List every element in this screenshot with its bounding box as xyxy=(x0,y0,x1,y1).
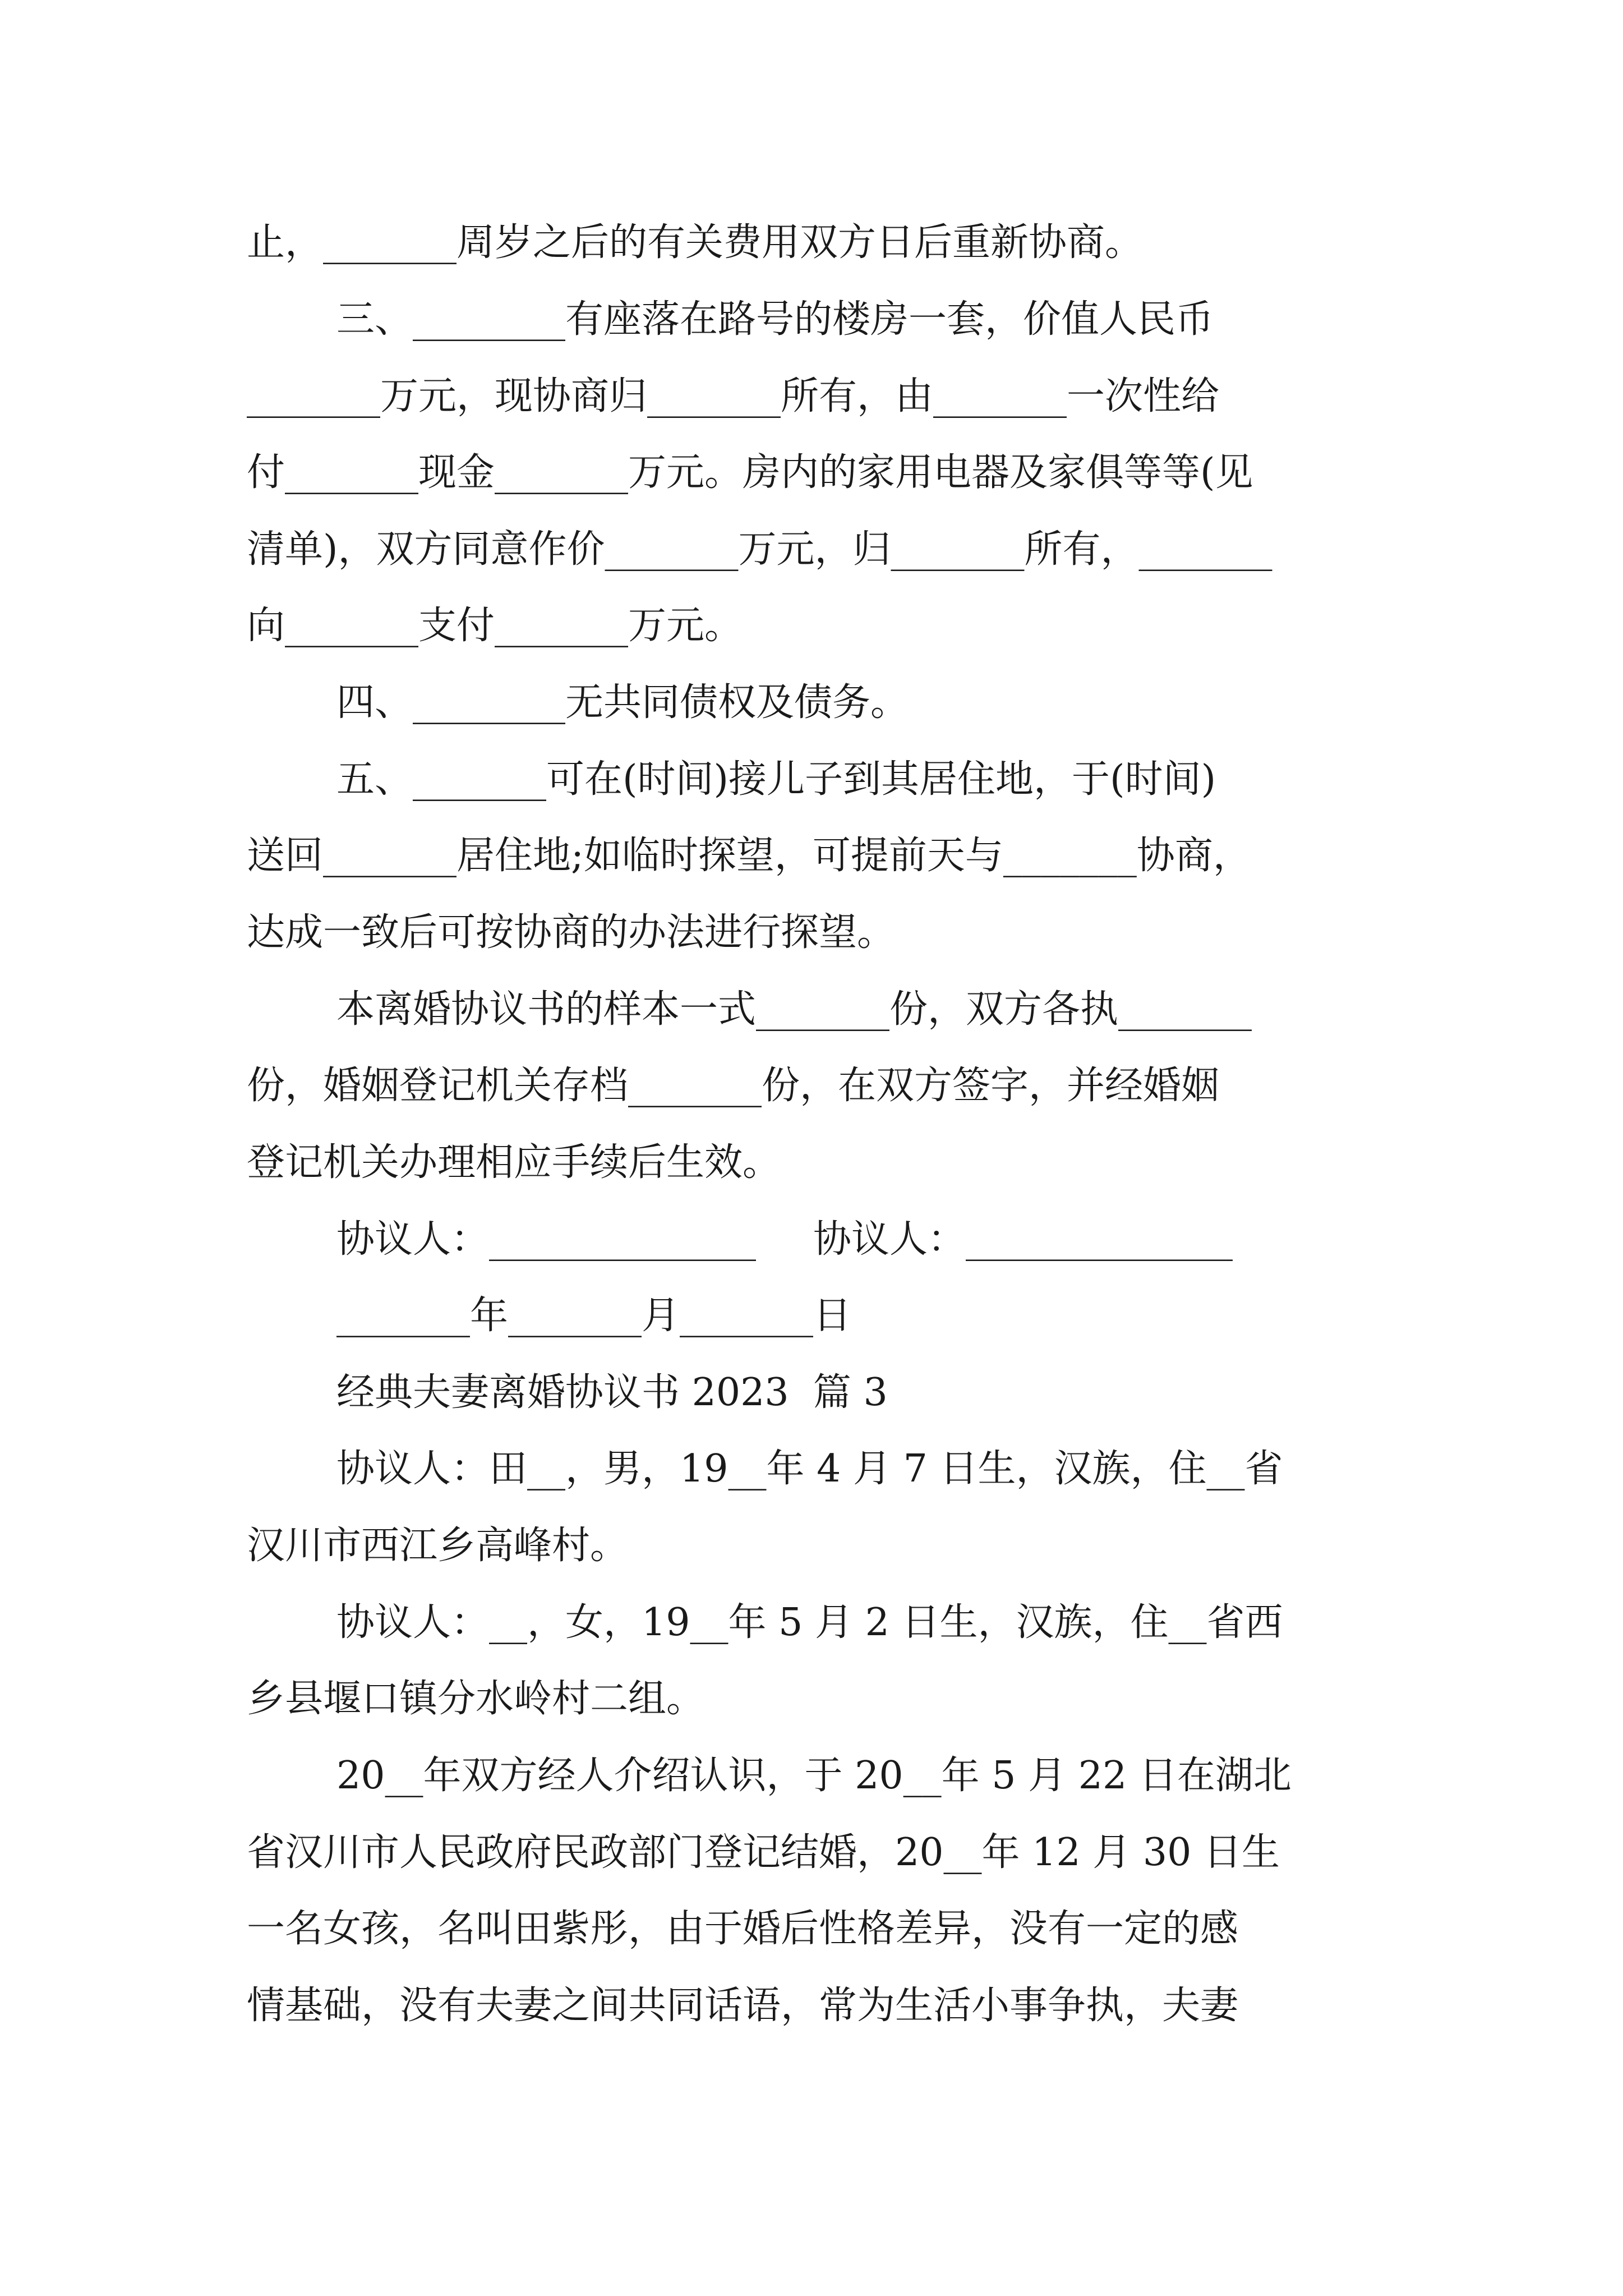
text-line: 四、________无共同债权及债务。 xyxy=(336,680,909,725)
text-line: 送回_______居住地;如临时探望，可提前天与_______协商， xyxy=(247,834,1251,878)
text-line: 汉川市西江乡高峰村。 xyxy=(247,1524,629,1568)
text-line: 本离婚协议书的样本一式_______份，双方各执_______ xyxy=(336,987,1252,1032)
text-line: 省汉川市人民政府民政部门登记结婚，20__年 12 月 30 日生 xyxy=(247,1830,1280,1875)
text-line: 五、_______可在(时间)接儿子到其居住地，于(时间) xyxy=(336,757,1216,802)
text-line: 付_______现金_______万元。房内的家用电器及家俱等等(见 xyxy=(247,450,1253,495)
text-line: 20__年双方经人介绍认识，于 20__年 5 月 22 日在湖北 xyxy=(336,1754,1292,1798)
text-line: _______万元，现协商归_______所有，由_______一次性给 xyxy=(247,374,1220,418)
text-line: 止，_______周岁之后的有关费用双方日后重新协商。 xyxy=(247,220,1144,265)
text-line: 一名女孩，名叫田紫彤，由于婚后性格差异，没有一定的感 xyxy=(247,1907,1239,1951)
text-line: 登记机关办理相应手续后生效。 xyxy=(247,1140,781,1185)
text-line: 三、________有座落在路号的楼房一套，价值人民币 xyxy=(336,297,1214,342)
section-heading: 经典夫妻离婚协议书 2023 篇 3 xyxy=(336,1370,888,1415)
text-line: 清单)，双方同意作价_______万元，归_______所有，_______ xyxy=(247,527,1272,572)
text-line: 乡县堰口镇分水岭村二组。 xyxy=(247,1677,705,1721)
signature-line xyxy=(0,1200,1623,1279)
signer-label-1: 协议人：______________ xyxy=(336,1217,757,1262)
text-line: 情基础，没有夫妻之间共同话语，常为生活小事争执，夫妻 xyxy=(247,1984,1239,2028)
text-line: 向_______支付_______万元。 xyxy=(247,604,743,648)
text-line: 份，婚姻登记机关存档_______份，在双方签字，并经婚姻 xyxy=(247,1064,1220,1108)
signer-label-2: 协议人：______________ xyxy=(813,1217,1233,1262)
text-line: 协议人：__，女，19__年 5 月 2 日生，汉族，住__省西 xyxy=(336,1600,1283,1645)
text-line: 协议人：田__，男，19__年 4 月 7 日生，汉族，住__省 xyxy=(336,1447,1283,1491)
date-line: _______年_______月_______日 xyxy=(336,1294,852,1338)
text-line: 达成一致后可按协商的办法进行探望。 xyxy=(247,910,896,955)
